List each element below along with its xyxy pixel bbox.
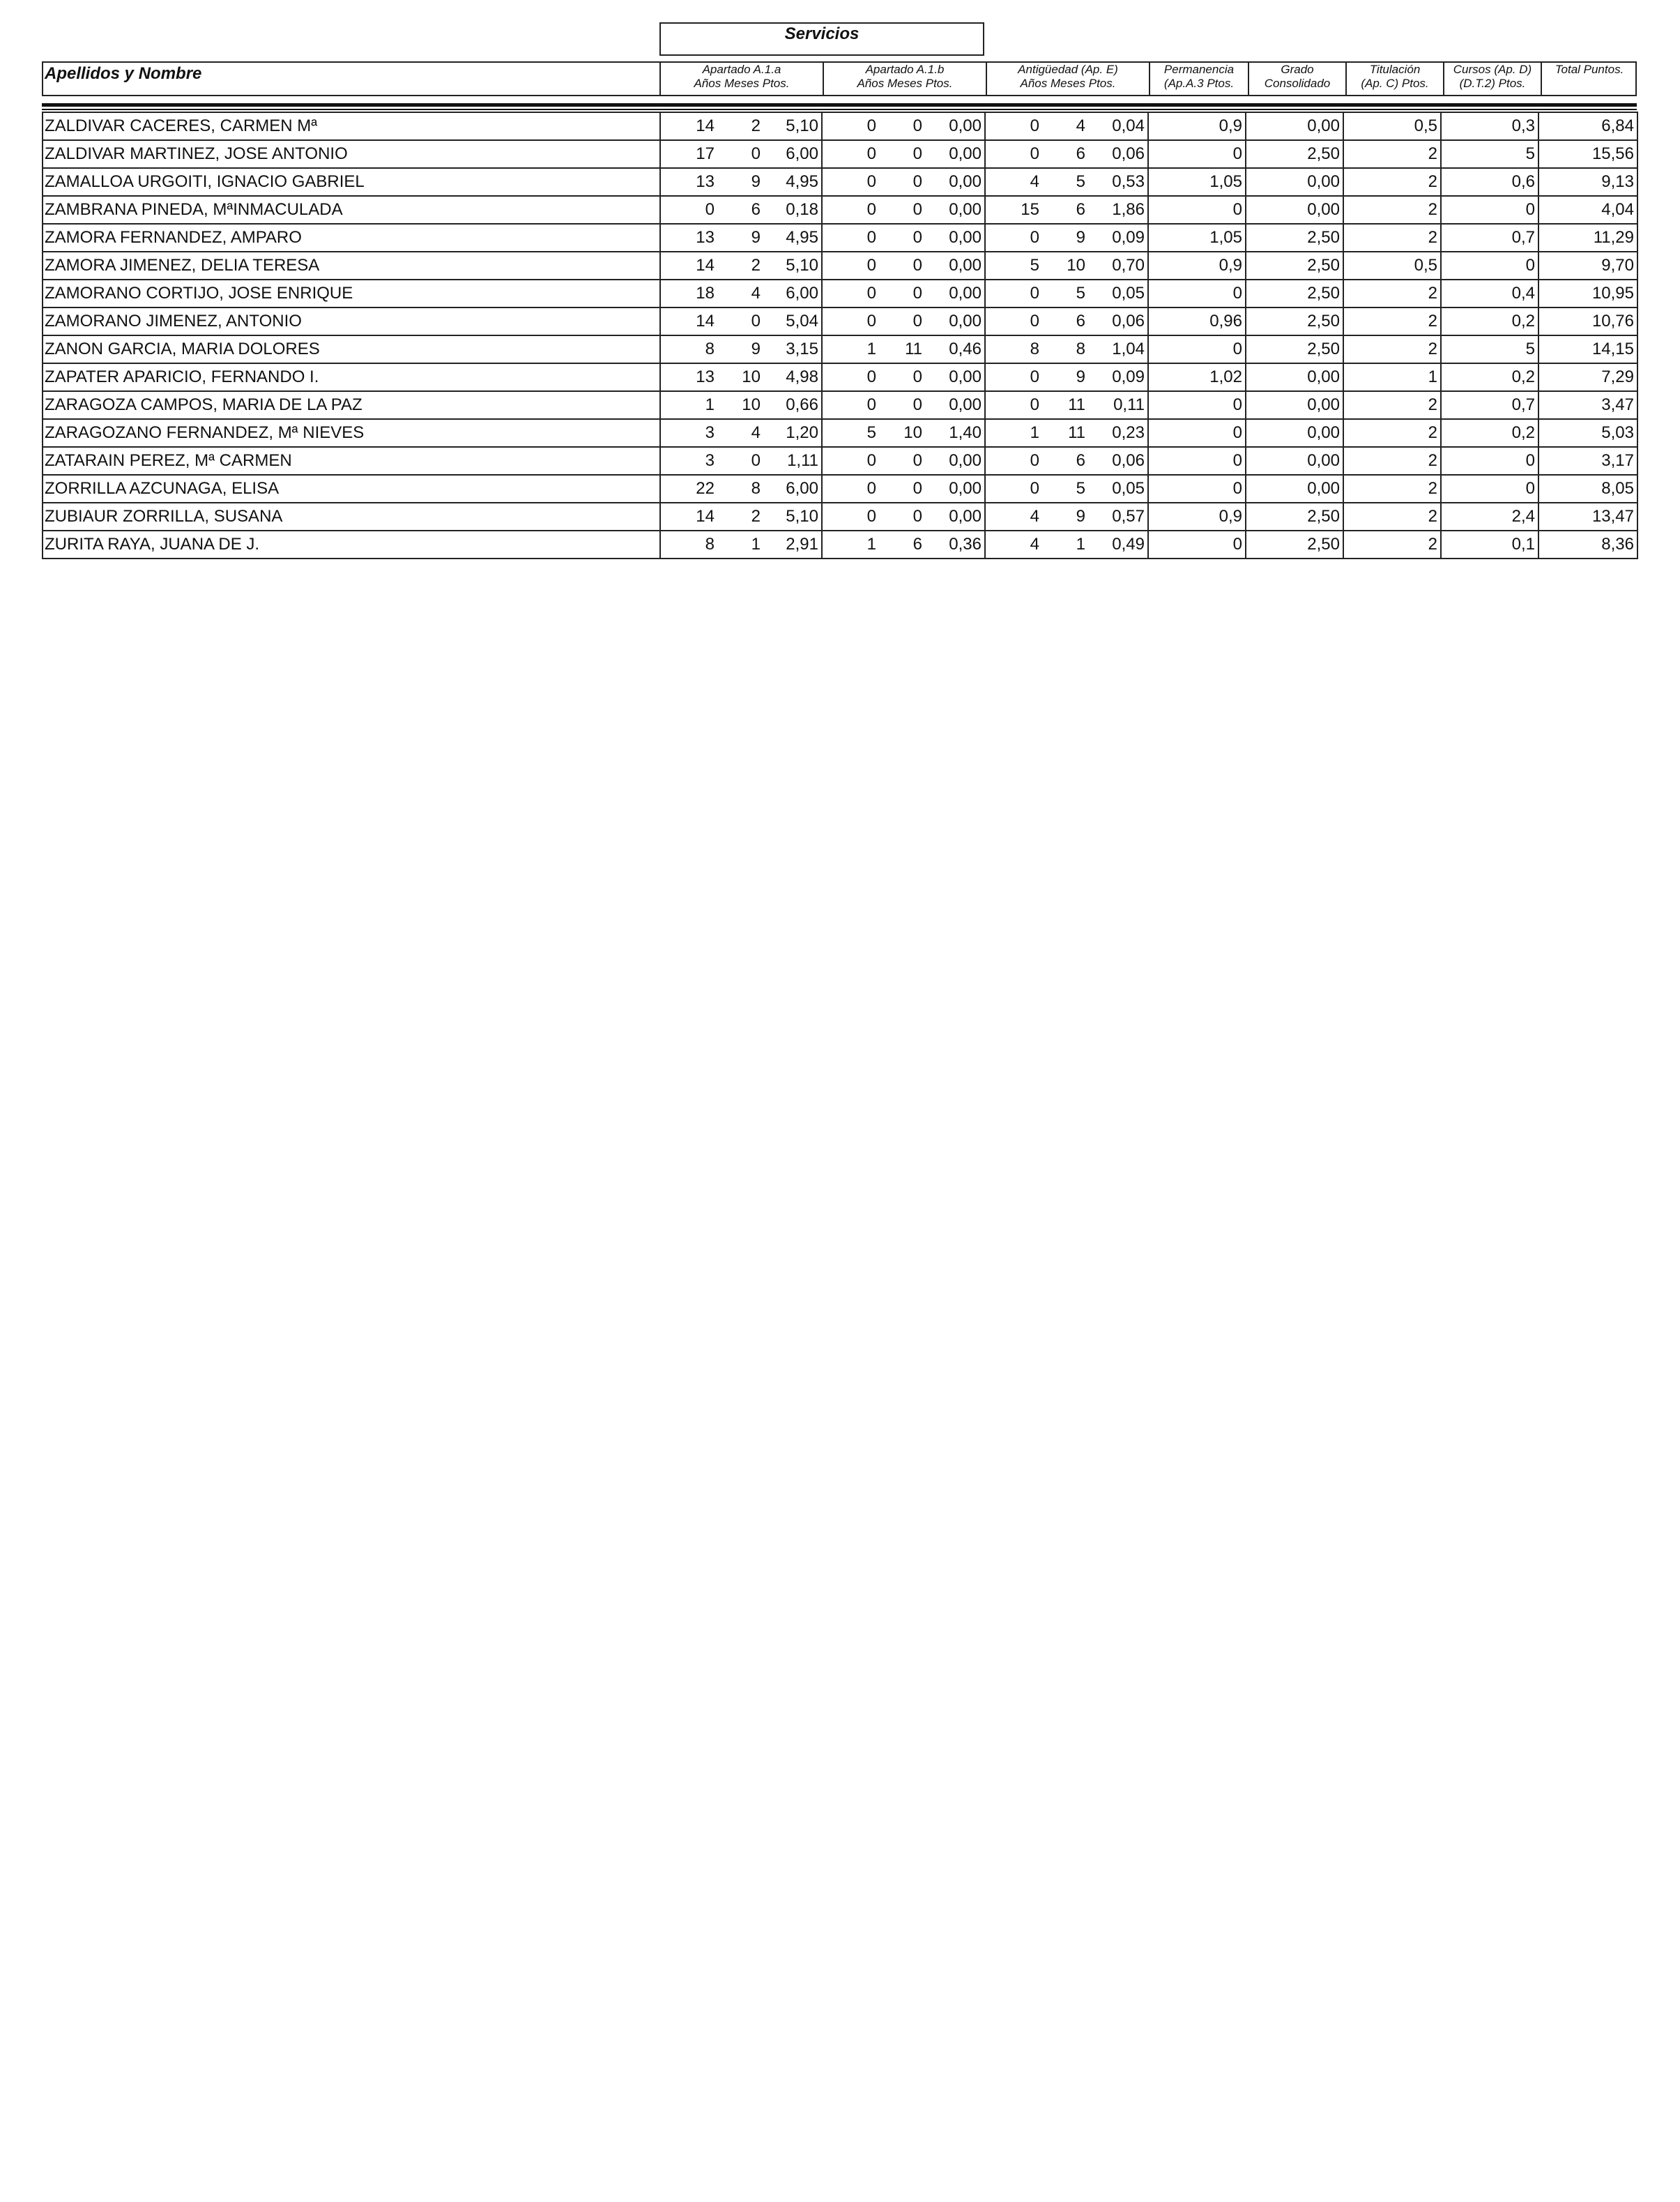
header-rule-thin <box>42 109 1637 110</box>
cell-titulacion: 2 <box>1343 196 1441 224</box>
cell-a1a-meses: 2 <box>717 112 763 140</box>
cell-titulacion: 2 <box>1343 140 1441 168</box>
cell-cursos: 5 <box>1441 335 1538 363</box>
cell-total: 8,36 <box>1538 531 1637 559</box>
cell-cursos: 0,6 <box>1441 168 1538 196</box>
cell-name: ZURITA RAYA, JUANA DE J. <box>43 531 660 559</box>
cell-permanencia: 0 <box>1148 475 1246 503</box>
cell-antig-anos: 0 <box>985 363 1042 391</box>
cell-a1b-meses: 0 <box>879 447 925 475</box>
cell-antig-ptos: 0,09 <box>1088 224 1148 252</box>
cell-cursos: 0,2 <box>1441 419 1538 447</box>
cell-name: ZUBIAUR ZORRILLA, SUSANA <box>43 503 660 531</box>
cell-a1a-anos: 22 <box>660 475 717 503</box>
cell-antig-ptos: 0,53 <box>1088 168 1148 196</box>
cell-name: ZATARAIN PEREZ, Mª CARMEN <box>43 447 660 475</box>
cell-total: 11,29 <box>1538 224 1637 252</box>
cell-name: ZAMALLOA URGOITI, IGNACIO GABRIEL <box>43 168 660 196</box>
header-antiguedad: Antigüedad (Ap. E) Años Meses Ptos. <box>1018 63 1118 90</box>
cell-a1a-ptos: 1,11 <box>763 447 822 475</box>
cell-permanencia: 1,05 <box>1148 168 1246 196</box>
cell-antig-meses: 8 <box>1042 335 1088 363</box>
cell-antig-ptos: 0,49 <box>1088 531 1148 559</box>
header-a1b: Apartado A.1.b Años Meses Ptos. <box>857 63 953 90</box>
cell-permanencia: 0,9 <box>1148 252 1246 280</box>
cell-total: 10,76 <box>1538 307 1637 335</box>
cell-antig-anos: 5 <box>985 252 1042 280</box>
cell-antig-meses: 9 <box>1042 224 1088 252</box>
cell-antig-meses: 5 <box>1042 475 1088 503</box>
cell-a1b-meses: 0 <box>879 475 925 503</box>
cell-permanencia: 0 <box>1148 447 1246 475</box>
header-a1a: Apartado A.1.a Años Meses Ptos. <box>694 63 790 90</box>
cell-cursos: 0 <box>1441 252 1538 280</box>
cell-titulacion: 1 <box>1343 363 1441 391</box>
cell-antig-anos: 15 <box>985 196 1042 224</box>
cell-a1a-meses: 10 <box>717 391 763 419</box>
cell-permanencia: 0,9 <box>1148 503 1246 531</box>
cell-antig-meses: 9 <box>1042 363 1088 391</box>
cell-a1b-meses: 0 <box>879 391 925 419</box>
cell-a1b-ptos: 0,00 <box>925 307 985 335</box>
cell-antig-ptos: 0,06 <box>1088 307 1148 335</box>
cell-cursos: 0 <box>1441 475 1538 503</box>
cell-a1a-meses: 6 <box>717 196 763 224</box>
cell-a1a-ptos: 6,00 <box>763 280 822 307</box>
cell-a1b-meses: 0 <box>879 140 925 168</box>
cell-titulacion: 2 <box>1343 335 1441 363</box>
cell-a1b-anos: 0 <box>822 307 879 335</box>
cell-cursos: 0,1 <box>1441 531 1538 559</box>
cell-a1b-anos: 0 <box>822 447 879 475</box>
cell-a1a-ptos: 5,10 <box>763 252 822 280</box>
table-row <box>43 112 1637 140</box>
cell-a1b-ptos: 0,00 <box>925 224 985 252</box>
table-row <box>43 335 1637 363</box>
cell-name: ZAMBRANA PINEDA, MªINMACULADA <box>43 196 660 224</box>
cell-antig-meses: 10 <box>1042 252 1088 280</box>
cell-a1b-ptos: 0,00 <box>925 363 985 391</box>
cell-permanencia: 0 <box>1148 531 1246 559</box>
cell-antig-anos: 0 <box>985 307 1042 335</box>
cell-titulacion: 2 <box>1343 391 1441 419</box>
cell-a1b-anos: 0 <box>822 280 879 307</box>
cell-permanencia: 1,05 <box>1148 224 1246 252</box>
cell-titulacion: 2 <box>1343 419 1441 447</box>
cell-antig-meses: 6 <box>1042 447 1088 475</box>
cell-a1b-ptos: 1,40 <box>925 419 985 447</box>
cell-name: ZAMORANO JIMENEZ, ANTONIO <box>43 307 660 335</box>
cell-a1b-ptos: 0,36 <box>925 531 985 559</box>
cell-grado: 2,50 <box>1246 280 1343 307</box>
cell-a1a-meses: 2 <box>717 252 763 280</box>
cell-name: ZAPATER APARICIO, FERNANDO I. <box>43 363 660 391</box>
cell-permanencia: 0 <box>1148 335 1246 363</box>
cell-cursos: 0,7 <box>1441 391 1538 419</box>
cell-cursos: 0,7 <box>1441 224 1538 252</box>
cell-total: 6,84 <box>1538 112 1637 140</box>
cell-a1b-anos: 0 <box>822 252 879 280</box>
cell-cursos: 0,2 <box>1441 307 1538 335</box>
cell-titulacion: 2 <box>1343 503 1441 531</box>
cell-a1a-meses: 0 <box>717 140 763 168</box>
cell-a1a-anos: 13 <box>660 224 717 252</box>
cell-a1a-anos: 14 <box>660 503 717 531</box>
cell-a1b-anos: 0 <box>822 224 879 252</box>
cell-grado: 2,50 <box>1246 335 1343 363</box>
cell-a1b-ptos: 0,00 <box>925 252 985 280</box>
cell-a1b-anos: 0 <box>822 363 879 391</box>
cell-a1a-meses: 4 <box>717 280 763 307</box>
cell-a1b-meses: 0 <box>879 168 925 196</box>
cell-total: 13,47 <box>1538 503 1637 531</box>
cell-a1b-ptos: 0,00 <box>925 447 985 475</box>
cell-a1b-anos: 0 <box>822 168 879 196</box>
cell-total: 9,13 <box>1538 168 1637 196</box>
cell-a1a-ptos: 1,20 <box>763 419 822 447</box>
cell-antig-ptos: 0,05 <box>1088 475 1148 503</box>
table-row <box>43 196 1637 224</box>
cell-permanencia: 0,9 <box>1148 112 1246 140</box>
cell-a1a-ptos: 5,04 <box>763 307 822 335</box>
cell-antig-meses: 6 <box>1042 196 1088 224</box>
cell-name: ZARAGOZANO FERNANDEZ, Mª NIEVES <box>43 419 660 447</box>
cell-total: 3,47 <box>1538 391 1637 419</box>
cell-a1b-ptos: 0,00 <box>925 280 985 307</box>
cell-grado: 2,50 <box>1246 503 1343 531</box>
cell-antig-ptos: 0,57 <box>1088 503 1148 531</box>
cell-antig-meses: 6 <box>1042 307 1088 335</box>
cell-grado: 2,50 <box>1246 140 1343 168</box>
cell-a1a-meses: 8 <box>717 475 763 503</box>
cell-grado: 0,00 <box>1246 419 1343 447</box>
cell-titulacion: 0,5 <box>1343 252 1441 280</box>
cell-a1a-anos: 0 <box>660 196 717 224</box>
cell-titulacion: 2 <box>1343 224 1441 252</box>
cell-antig-meses: 5 <box>1042 280 1088 307</box>
cell-a1b-ptos: 0,00 <box>925 503 985 531</box>
cell-a1a-anos: 8 <box>660 531 717 559</box>
cell-antig-ptos: 0,06 <box>1088 140 1148 168</box>
cell-name: ZORRILLA AZCUNAGA, ELISA <box>43 475 660 503</box>
cell-cursos: 2,4 <box>1441 503 1538 531</box>
cell-name: ZAMORANO CORTIJO, JOSE ENRIQUE <box>43 280 660 307</box>
cell-total: 10,95 <box>1538 280 1637 307</box>
cell-a1a-anos: 13 <box>660 363 717 391</box>
cell-a1a-anos: 17 <box>660 140 717 168</box>
cell-a1b-meses: 0 <box>879 307 925 335</box>
cell-name: ZAMORA FERNANDEZ, AMPARO <box>43 224 660 252</box>
cell-antig-meses: 5 <box>1042 168 1088 196</box>
cell-a1b-ptos: 0,00 <box>925 391 985 419</box>
cell-grado: 0,00 <box>1246 391 1343 419</box>
cell-titulacion: 2 <box>1343 307 1441 335</box>
cell-a1a-ptos: 5,10 <box>763 503 822 531</box>
table-row <box>43 224 1637 252</box>
cell-a1a-meses: 4 <box>717 419 763 447</box>
cell-grado: 2,50 <box>1246 224 1343 252</box>
cell-a1a-anos: 1 <box>660 391 717 419</box>
cell-permanencia: 0 <box>1148 140 1246 168</box>
cell-a1b-anos: 1 <box>822 531 879 559</box>
cell-antig-meses: 11 <box>1042 391 1088 419</box>
cell-antig-meses: 1 <box>1042 531 1088 559</box>
cell-antig-anos: 0 <box>985 224 1042 252</box>
scores-table <box>42 112 1638 559</box>
cell-name: ZARAGOZA CAMPOS, MARIA DE LA PAZ <box>43 391 660 419</box>
cell-a1a-meses: 1 <box>717 531 763 559</box>
cell-a1b-meses: 10 <box>879 419 925 447</box>
header-name: Apellidos y Nombre <box>45 64 202 83</box>
cell-antig-anos: 0 <box>985 280 1042 307</box>
cell-permanencia: 0 <box>1148 391 1246 419</box>
table-row <box>43 391 1637 419</box>
cell-name: ZALDIVAR CACERES, CARMEN Mª <box>43 112 660 140</box>
cell-a1a-ptos: 5,10 <box>763 112 822 140</box>
cell-antig-anos: 1 <box>985 419 1042 447</box>
cell-a1b-ptos: 0,00 <box>925 168 985 196</box>
cell-antig-meses: 6 <box>1042 140 1088 168</box>
cell-a1a-meses: 10 <box>717 363 763 391</box>
cell-permanencia: 0,96 <box>1148 307 1246 335</box>
cell-antig-anos: 4 <box>985 168 1042 196</box>
cell-a1b-ptos: 0,00 <box>925 475 985 503</box>
cell-a1b-meses: 0 <box>879 503 925 531</box>
cell-total: 3,17 <box>1538 447 1637 475</box>
table-row <box>43 168 1637 196</box>
cell-a1b-anos: 0 <box>822 503 879 531</box>
cell-antig-ptos: 0,04 <box>1088 112 1148 140</box>
cell-grado: 0,00 <box>1246 168 1343 196</box>
cell-a1b-meses: 6 <box>879 531 925 559</box>
cell-permanencia: 0 <box>1148 419 1246 447</box>
cell-name: ZAMORA JIMENEZ, DELIA TERESA <box>43 252 660 280</box>
cell-permanencia: 1,02 <box>1148 363 1246 391</box>
cell-antig-meses: 11 <box>1042 419 1088 447</box>
header-rule-thick <box>42 103 1637 107</box>
cell-grado: 2,50 <box>1246 252 1343 280</box>
cell-a1b-anos: 5 <box>822 419 879 447</box>
cell-antig-anos: 0 <box>985 140 1042 168</box>
cell-a1b-anos: 0 <box>822 391 879 419</box>
cell-a1a-ptos: 4,95 <box>763 168 822 196</box>
table-row <box>43 252 1637 280</box>
scores-table-body <box>43 112 1637 559</box>
cell-antig-anos: 0 <box>985 475 1042 503</box>
table-row <box>43 280 1637 307</box>
cell-a1a-anos: 14 <box>660 112 717 140</box>
cell-cursos: 0 <box>1441 447 1538 475</box>
cell-a1b-ptos: 0,00 <box>925 196 985 224</box>
header-titulacion: Titulación (Ap. C) Ptos. <box>1361 63 1429 90</box>
cell-antig-ptos: 0,11 <box>1088 391 1148 419</box>
cell-grado: 0,00 <box>1246 475 1343 503</box>
cell-a1b-ptos: 0,46 <box>925 335 985 363</box>
cell-a1a-anos: 14 <box>660 252 717 280</box>
cell-a1a-anos: 18 <box>660 280 717 307</box>
cell-antig-anos: 0 <box>985 112 1042 140</box>
cell-a1b-ptos: 0,00 <box>925 140 985 168</box>
cell-a1a-ptos: 6,00 <box>763 475 822 503</box>
cell-antig-ptos: 1,86 <box>1088 196 1148 224</box>
cell-cursos: 5 <box>1441 140 1538 168</box>
table-row <box>43 503 1637 531</box>
cell-antig-anos: 0 <box>985 447 1042 475</box>
cell-titulacion: 2 <box>1343 447 1441 475</box>
header-total: Total Puntos. <box>1555 63 1624 76</box>
cell-a1b-anos: 0 <box>822 475 879 503</box>
table-row <box>43 140 1637 168</box>
cell-antig-ptos: 0,70 <box>1088 252 1148 280</box>
header-cursos: Cursos (Ap. D) (D.T.2) Ptos. <box>1453 63 1532 90</box>
cell-antig-ptos: 0,09 <box>1088 363 1148 391</box>
cell-cursos: 0,4 <box>1441 280 1538 307</box>
cell-antig-ptos: 0,05 <box>1088 280 1148 307</box>
cell-a1a-ptos: 0,66 <box>763 391 822 419</box>
cell-a1b-anos: 0 <box>822 140 879 168</box>
header-permanencia: Permanencia (Ap.A.3 Ptos. <box>1163 63 1235 90</box>
cell-name: ZANON GARCIA, MARIA DOLORES <box>43 335 660 363</box>
cell-titulacion: 0,5 <box>1343 112 1441 140</box>
cell-antig-anos: 0 <box>985 391 1042 419</box>
cell-antig-meses: 4 <box>1042 112 1088 140</box>
cell-a1b-anos: 1 <box>822 335 879 363</box>
cell-total: 5,03 <box>1538 419 1637 447</box>
cell-antig-anos: 4 <box>985 503 1042 531</box>
cell-titulacion: 2 <box>1343 475 1441 503</box>
cell-grado: 2,50 <box>1246 307 1343 335</box>
cell-a1a-anos: 3 <box>660 419 717 447</box>
cell-grado: 0,00 <box>1246 363 1343 391</box>
cell-antig-ptos: 1,04 <box>1088 335 1148 363</box>
table-row <box>43 447 1637 475</box>
cell-grado: 0,00 <box>1246 112 1343 140</box>
cell-a1b-meses: 0 <box>879 196 925 224</box>
cell-a1a-anos: 14 <box>660 307 717 335</box>
cell-a1b-anos: 0 <box>822 196 879 224</box>
cell-total: 8,05 <box>1538 475 1637 503</box>
cell-a1a-meses: 0 <box>717 307 763 335</box>
cell-cursos: 0 <box>1441 196 1538 224</box>
cell-a1a-ptos: 3,15 <box>763 335 822 363</box>
cell-cursos: 0,2 <box>1441 363 1538 391</box>
cell-titulacion: 2 <box>1343 168 1441 196</box>
cell-a1b-meses: 0 <box>879 224 925 252</box>
header-grado: Grado Consolidado <box>1264 63 1331 90</box>
cell-grado: 0,00 <box>1246 447 1343 475</box>
cell-antig-anos: 8 <box>985 335 1042 363</box>
cell-total: 9,70 <box>1538 252 1637 280</box>
cell-total: 7,29 <box>1538 363 1637 391</box>
cell-a1a-meses: 2 <box>717 503 763 531</box>
cell-a1a-anos: 13 <box>660 168 717 196</box>
cell-grado: 2,50 <box>1246 531 1343 559</box>
cell-a1a-ptos: 0,18 <box>763 196 822 224</box>
servicios-group-header: Servicios <box>659 22 984 56</box>
cell-antig-ptos: 0,06 <box>1088 447 1148 475</box>
table-row <box>43 475 1637 503</box>
cell-titulacion: 2 <box>1343 531 1441 559</box>
cell-name: ZALDIVAR MARTINEZ, JOSE ANTONIO <box>43 140 660 168</box>
cell-a1b-meses: 0 <box>879 112 925 140</box>
cell-a1b-meses: 11 <box>879 335 925 363</box>
table-row <box>43 419 1637 447</box>
cell-a1a-anos: 3 <box>660 447 717 475</box>
table-row <box>43 307 1637 335</box>
cell-a1a-anos: 8 <box>660 335 717 363</box>
cell-titulacion: 2 <box>1343 280 1441 307</box>
cell-antig-ptos: 0,23 <box>1088 419 1148 447</box>
cell-total: 4,04 <box>1538 196 1637 224</box>
cell-permanencia: 0 <box>1148 280 1246 307</box>
cell-a1b-anos: 0 <box>822 112 879 140</box>
cell-a1a-ptos: 2,91 <box>763 531 822 559</box>
table-row <box>43 363 1637 391</box>
cell-antig-meses: 9 <box>1042 503 1088 531</box>
cell-cursos: 0,3 <box>1441 112 1538 140</box>
cell-a1b-meses: 0 <box>879 280 925 307</box>
cell-total: 14,15 <box>1538 335 1637 363</box>
table-row <box>43 531 1637 559</box>
cell-a1b-ptos: 0,00 <box>925 112 985 140</box>
cell-a1a-ptos: 6,00 <box>763 140 822 168</box>
cell-a1a-ptos: 4,98 <box>763 363 822 391</box>
cell-total: 15,56 <box>1538 140 1637 168</box>
cell-grado: 0,00 <box>1246 196 1343 224</box>
cell-a1a-meses: 9 <box>717 224 763 252</box>
cell-antig-anos: 4 <box>985 531 1042 559</box>
table-header <box>42 61 1637 96</box>
cell-permanencia: 0 <box>1148 196 1246 224</box>
cell-a1b-meses: 0 <box>879 252 925 280</box>
cell-a1b-meses: 0 <box>879 363 925 391</box>
cell-a1a-ptos: 4,95 <box>763 224 822 252</box>
cell-a1a-meses: 9 <box>717 168 763 196</box>
cell-a1a-meses: 9 <box>717 335 763 363</box>
cell-a1a-meses: 0 <box>717 447 763 475</box>
